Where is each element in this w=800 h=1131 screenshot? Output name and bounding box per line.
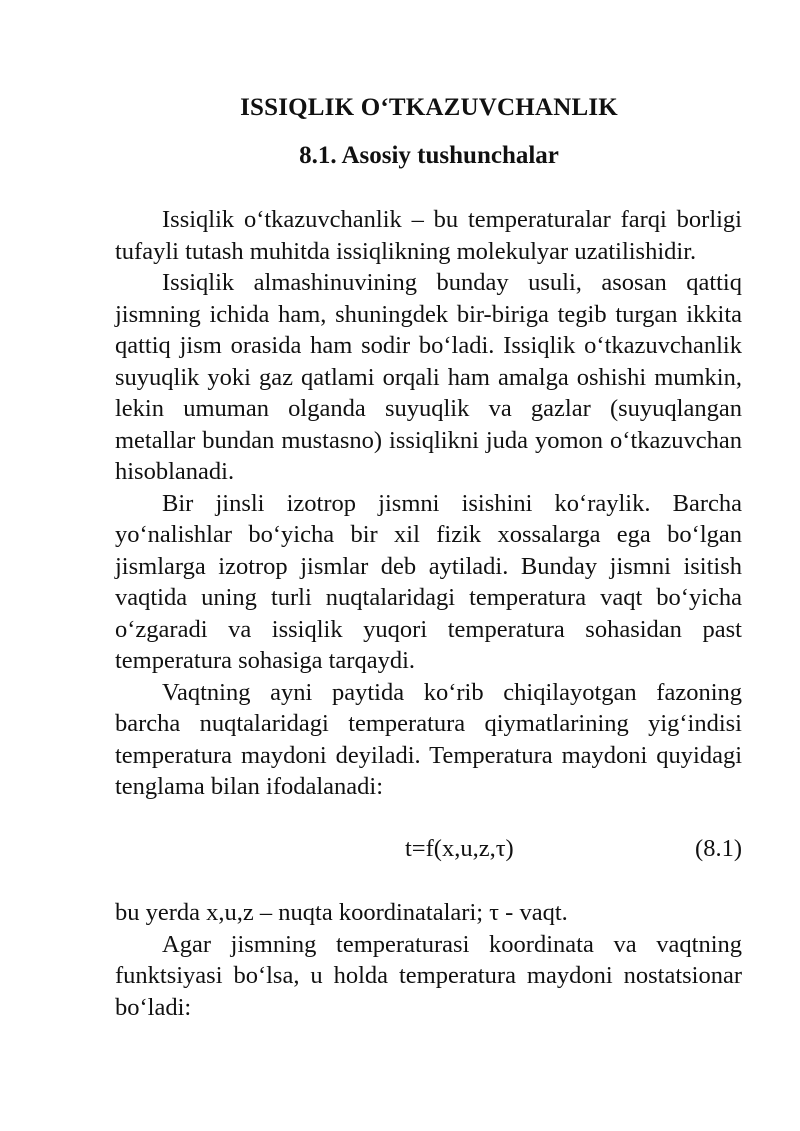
paragraph: Agar jismning temperaturasi koordinata va vaqtning funktsiyasi bo‘lsa, u holda temperatura maydoni nostatsionar bo‘ladi:: [115, 930, 742, 1021]
paragraph: Issiqlik o‘tkazuvchanlik – bu temperaturalar farqi borligi tufayli tutash muhitda issiqlikning molekulyar uzatilishidir.: [115, 206, 742, 265]
paragraph: Bir jinsli izotrop jismni isishini ko‘raylik. Barcha yo‘nalishlar bo‘yicha bir xil fizik xossalarga ega bo‘lgan jismlarga izotrop jismlar deb aytiladi. Bunday jismni isitish vaqtida uning turli nuqtalaridagi temperatura vaqt bo‘yicha o‘zgaradi va issiqlik yuqori temperatura sohasidan past temperatura sohasiga tarqaydi.: [115, 489, 742, 674]
equation-explanation: bu yerda x,u,z – nuqta koordinatalari; τ - vaqt.: [115, 899, 568, 926]
paragraph: Issiqlik almashinuvining bunday usuli, asosan qattiq jismning ichida ham, shuningdek bir-biriga tegib turgan ikkita qattiq jism orasida ham sodir bo‘ladi. Issiqlik o‘tkazuvchanlik suyuqlik yoki gaz qatlami orqali ham amalga oshishi mumkin, lekin umuman olganda suyuqlik va gazlar (suyuqlangan metallar bundan mustasno) issiqlikni juda yomon o‘tkazuvchan hisoblanadi.: [115, 269, 742, 485]
section-title: 8.1. Asosiy tushunchalar: [299, 142, 559, 169]
body-text: [115, 204, 742, 1023]
equation: [115, 833, 742, 865]
paragraph: Vaqtning ayni paytida ko‘rib chiqilayotgan fazoning barcha nuqtalaridagi temperatura qiymatlarining yig‘indisi temperatura maydoni deyiladi. Temperatura maydoni quyidagi tenglama bilan ifodalanadi:: [115, 678, 742, 800]
chapter-title: ISSIQLIK O‘TKAZUVCHANLIK: [240, 94, 618, 121]
equation-formula: t=f(x,u,z,τ): [405, 834, 514, 862]
equation-number: (8.1): [695, 834, 742, 862]
